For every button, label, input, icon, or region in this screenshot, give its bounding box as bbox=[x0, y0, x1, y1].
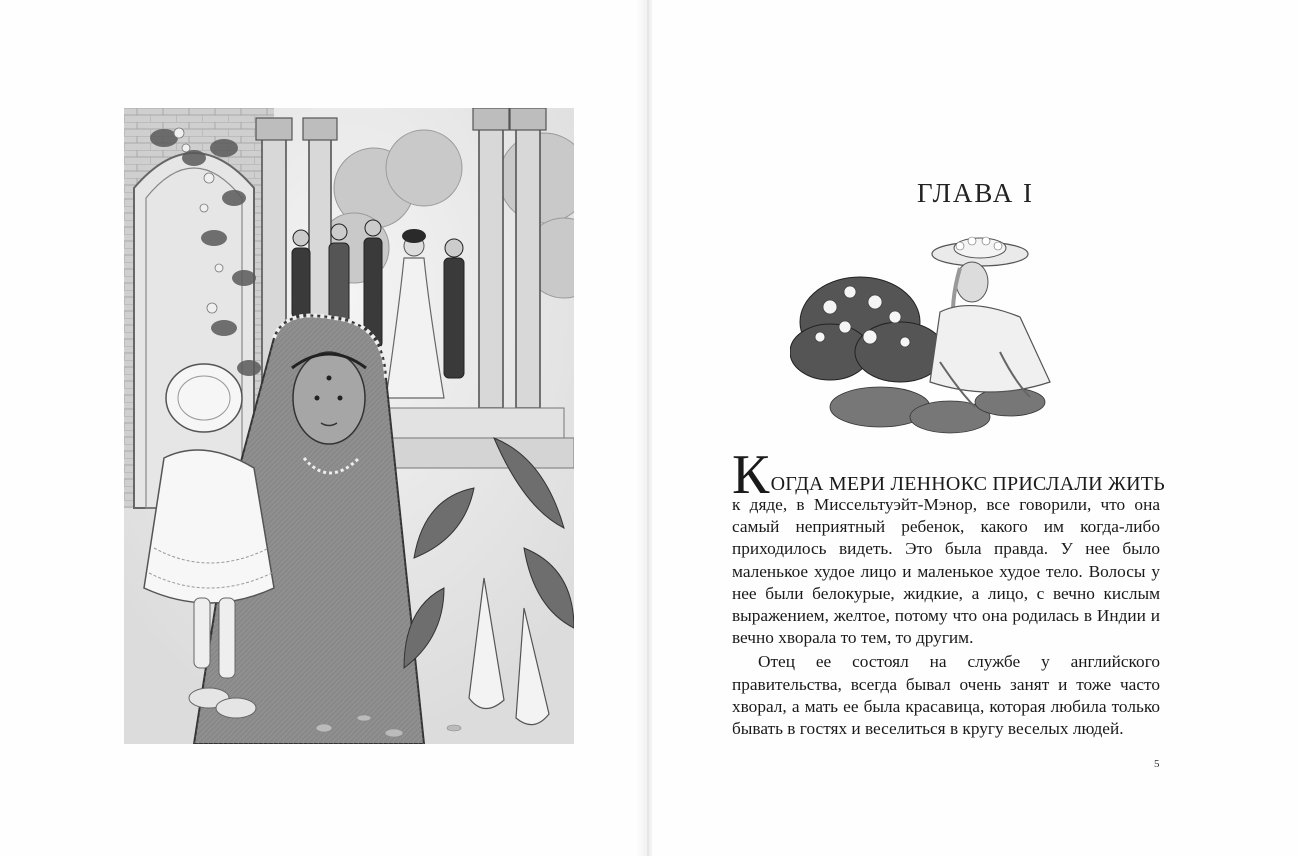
left-page bbox=[0, 0, 648, 856]
page-number: 5 bbox=[1154, 758, 1160, 770]
chapter-title: ГЛАВА I bbox=[917, 178, 1034, 208]
drop-cap: К bbox=[732, 444, 770, 506]
opening-line-text: ОГДА МЕРИ ЛЕННОКС ПРИСЛАЛИ ЖИТЬ bbox=[770, 473, 1165, 495]
girl-in-garden-illustration bbox=[790, 232, 1080, 442]
vignette-drawing bbox=[790, 232, 1080, 442]
ayah-carrying-child-illustration bbox=[124, 108, 574, 744]
paragraph-1: к дяде, в Миссельтуэйт-Мэнор, все говорили, что она самый неприятный ребенок, какого им когда-либо приходилось видеть. Это была правда. У нее было маленькое худое лицо и маленькое худое тело. Волосы у нее были белокурые, жидкие, а лицо, с вечно кислым выражением, желтое, потому что она родилась в Индии и вечно хворала то тем, то другим. bbox=[732, 495, 1160, 648]
opening-line bbox=[732, 444, 1165, 506]
chapter-body bbox=[732, 444, 1165, 740]
paragraph-2: Отец ее состоял на службе у английского правительства, всегда бывал очень занят и тоже часто хворал, а мать ее была красавица, которая любила только бывать в гостях и веселиться в кругу веселых людей. bbox=[732, 652, 1160, 739]
illustration-drawing bbox=[124, 108, 574, 744]
right-page bbox=[652, 0, 1299, 856]
